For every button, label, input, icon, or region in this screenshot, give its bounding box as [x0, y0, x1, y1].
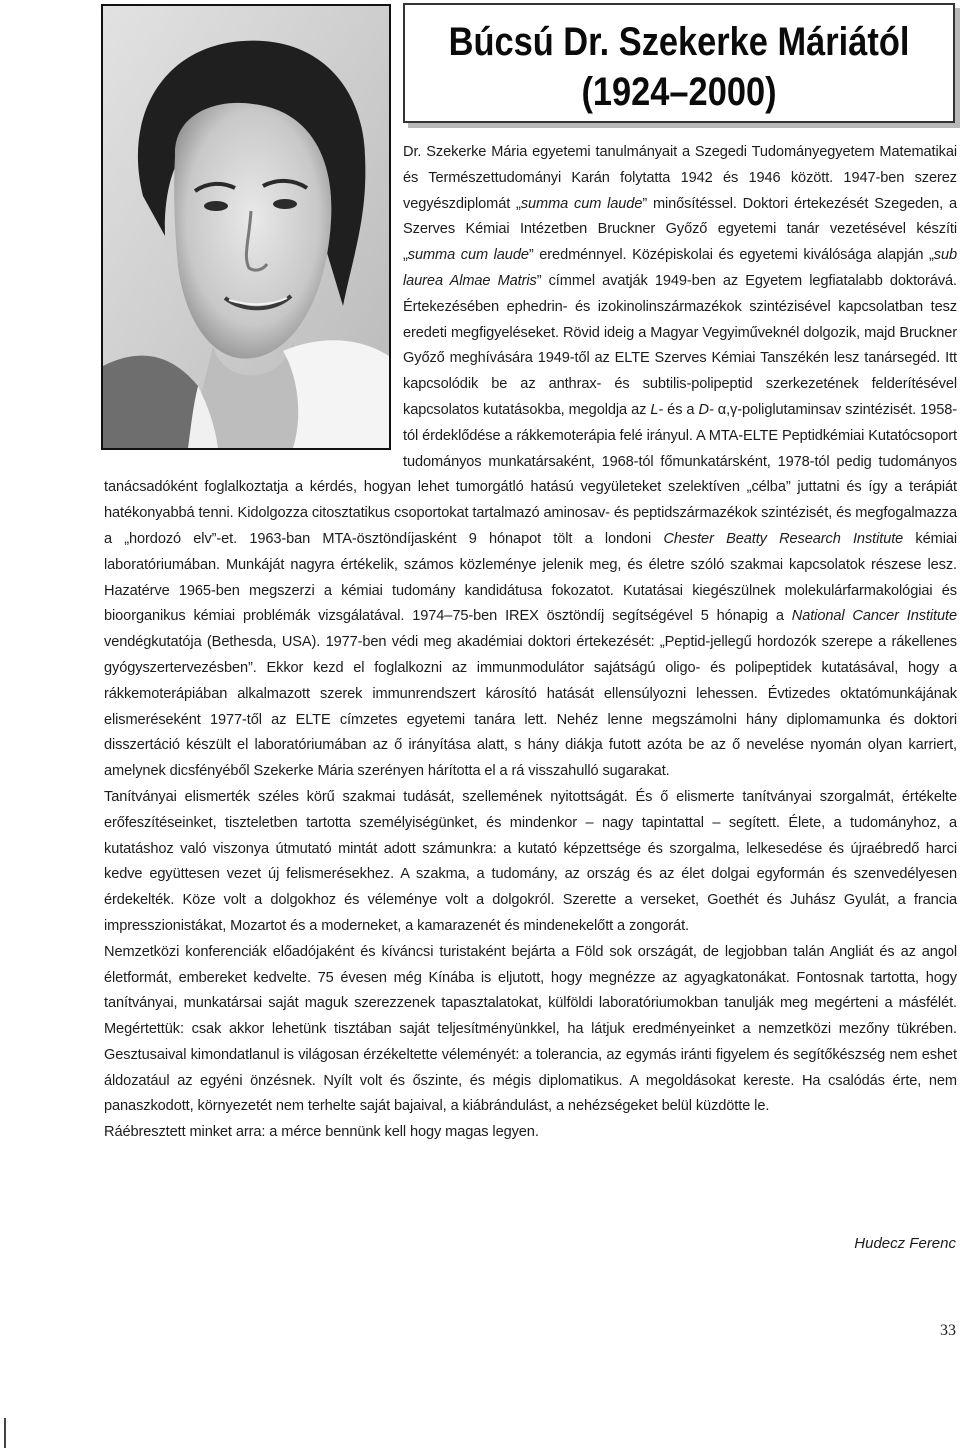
margin-mark	[4, 1418, 6, 1448]
text-run: ” eredménnyel. Középiskolai és egyetemi kiválósága alapján „	[528, 247, 934, 264]
article-body	[104, 140, 957, 1146]
author-signature: Hudecz Ferenc	[854, 1235, 956, 1252]
italic-run: sub laurea Almae Matris	[403, 247, 957, 289]
text-run: Dr. Szekerke Mária egyetemi tanulmányait a Szegedi Tudományegyetem Matematikai és Természettudományi Karán folytatta 1942 és 1946 között. 1947-ben szerez vegyészdiplomát „	[403, 144, 957, 212]
paragraph-closing: Ráébresztett minket arra: a mérce bennünk kell hogy magas legyen.	[104, 1124, 539, 1141]
text-run: vendégkutatója (Bethesda, USA). 1977-ben védi meg akadémiai doktori értekezését: „Peptid-jellegű hordozók szerepe a rákellenes gyógyszertervezésben”. Ekkor kezd el foglalkozni az immunmodulátor sajátságú oligo- és polipeptidek kutatásával, hogy a rákkemoterápiában alkalmazott szerek immunrendszert károsító hatását ellensúlyozni lehessen. Évtizedes oktatómunkájának elismeréseként 1977-től az ELTE címzetes egyetemi tanára lett. Nehéz lenne megszámolni hány diplomamunka és doktori disszertáció készült el laboratóriumában az ő irányítása alatt, s hány diákja futott azóta be az ő nevelése nyomán olyan karriert, amelynek dicsfényéből Szekerke Mária szerényen hárította el a rá visszahulló sugarakat.	[104, 634, 957, 780]
page-number: 33	[940, 1322, 956, 1339]
italic-run: D-	[698, 401, 714, 418]
text-run: kémiai laboratóriumában. Munkáját nagyra értékelik, számos közleménye jelenik meg, és életre szóló szakmai kapcsolatok részese lesz. Hazatérve 1965-ben megszerzi a kémiai tudomány kandidátusa fokozatot. Kutatásai kiegészülnek molekulárfarmakológiai és bioorganikus kémiai problémák vizsgálatával. 1974–75-ben IREX ösztöndíj segítségével 5 hónapig a	[104, 530, 957, 625]
page-title: Búcsú Dr. Szekerke Máriától	[448, 20, 910, 64]
italic-run: summa cum laude	[407, 247, 529, 264]
italic-run: Chester Beatty Research Institute	[663, 530, 904, 547]
italic-run: National Cancer Institute	[791, 608, 957, 625]
text-run: α,γ-poliglutaminsav szintézisét. 1958-tól érdeklődése a rákkemoterápia felé irányul. A MTA-ELTE Peptidkémiai Kutatócsoport tudományos munkatársaként, 1968-tól főmunkatársként, 1978-tól pedig tudományos tanácsadóként foglalkoztatja a kérdés, hogyan lehet tumorgátló hatású vegyületeket szelektíven „célba” juttatni és így a terápiát hatékonyabbá tenni. Kidolgozza citosztatikus csoportokat tartalmazó aminosav- és peptidszármazékok szintézisét, és megfogalmazza a „hordozó elv”-et. 1963-ban MTA-ösztöndíjasként 9 hónapot tölt a londoni	[104, 401, 958, 547]
page-subtitle-years: (1924–2000)	[581, 70, 777, 114]
text-run: ” minősítéssel. Doktori értekezését Szegeden, a Szerves Kémiai Intézetben Bruckner Győző egyetemi tanár vezetésével készíti „	[403, 195, 957, 264]
italic-run: L-	[650, 401, 664, 418]
italic-run: summa cum laude	[520, 195, 643, 212]
paragraph-travels: Nemzetközi konferenciák előadójaként és kíváncsi turistaként bejárta a Föld sok országát, de legjobban talán Angliát és az angol életformát, embereket kedvelte. 75 évesen még Kínába is eljutott, hogy megnézze az agyagkatonákat. Fontosnak tartotta, hogy tanítványai, munkatársai saját maguk szerezzenek tapasztalatokat, külföldi laboratóriumokban tanulják meg megérteni a másfélét. Megértettük: csak akkor lehetünk tisztában saját teljesítményünkkel, ha látjuk eredményeinket a nemzetközi mezőny tükrében. Gesztusaival kimondatlanul is világosan érzékeltette véleményét: a tolerancia, az egymás iránti figyelem és segítőkészség nem eshet áldozatául az egyéni önzésnek. Nyílt volt és őszinte, és mégis diplomatikus. A megoldásokat kereste. Ha csalódás érte, nem panaszkodott, környezetét nem terhelte saját bajaival, a kiábrándulást, a nehézségeket belül küzdötte le.	[104, 943, 957, 1115]
title-box	[403, 3, 955, 123]
text-run: ” címmel avatják 1949-ben az Egyetem legfiatalabb doktorává. Értekezésében ephedrin- és izokinolinszármazékok szintézisével kapcsolatban tesz eredeti megfigyeléseket. Rövid ideig a Magyar Vegyiműveknél dolgozik, majd Bruckner Győző meghívására 1949-től az ELTE Szerves Kémiai Tanszékén lesz tanársegéd. Itt kapcsolódik be az anthrax- és subtilis-polipeptid szerkezetének felderítésével kapcsolatos kutatásokba, megoldja az	[403, 272, 957, 418]
paragraph-students: Tanítványai elismerték széles körű szakmai tudását, szellemének nyitottságát. És ő elismerte tanítványai szorgalmát, értékelte erőfeszítéseinket, tiszteletben tartotta személyiségünket, és mindenkor – nagy tapintattal – segített. Élete, a tudományhoz, a kutatáshoz való viszonya útmutató mintát adott számunkra: a kutató képzettsége és szorgalma, lelkesedése és újraébredő harci kedve együttesen vezet új felismerésekhez. A szakma, a tudomány, az ország és az élet dolgai egyformán és szenvedélyesen érdekelték. Köze volt a dolgokhoz és véleménye volt a dolgokról. Szerette a verseket, Goethét és Juhász Gyulát, a francia impresszionistákat, Mozartot és a moderneket, a kamarazenét és mindenekelőtt a zongorát.	[104, 788, 957, 934]
text-run: és a	[663, 401, 699, 418]
